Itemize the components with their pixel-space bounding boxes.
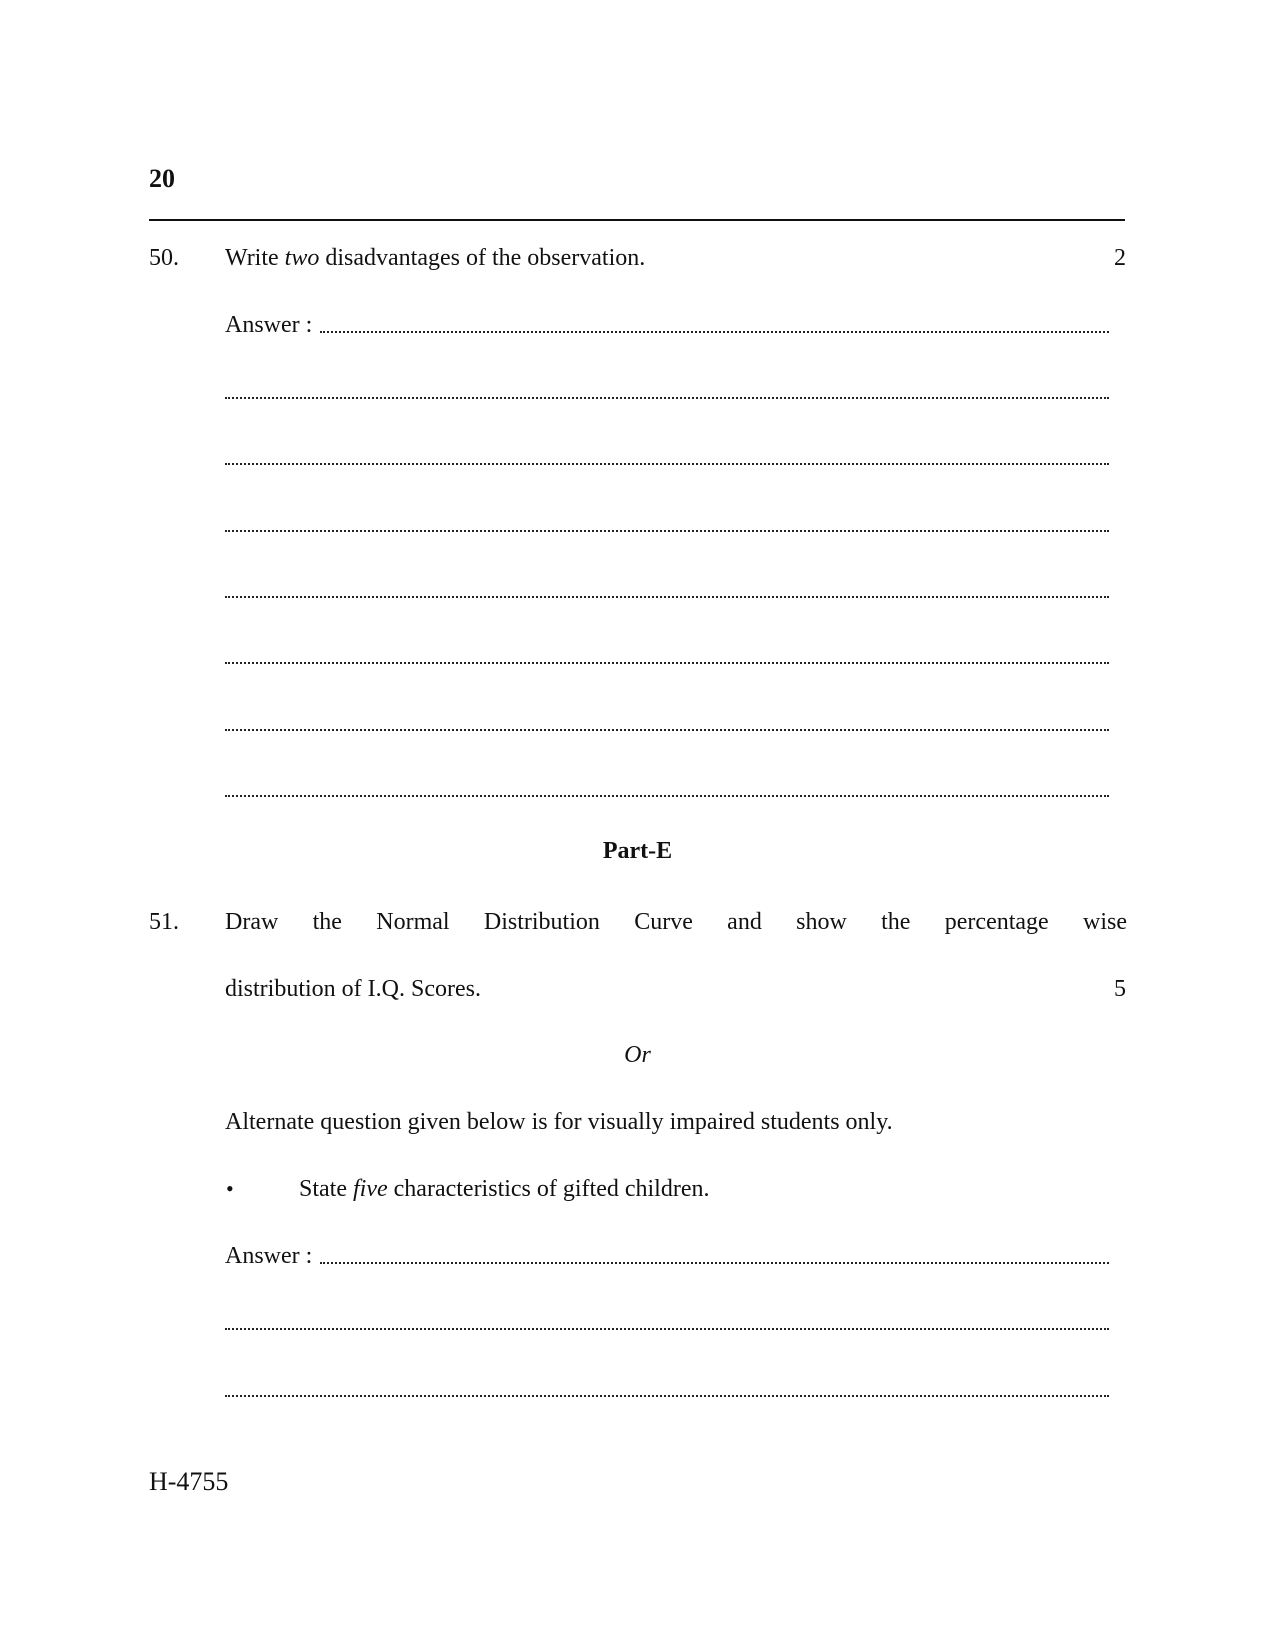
dotted-line	[225, 1328, 1109, 1330]
alternate-question-note: Alternate question given below is for visually impaired students only.	[225, 1109, 893, 1135]
dotted-line	[225, 596, 1109, 598]
dotted-line	[225, 1395, 1109, 1397]
question-51-line-1: Draw the Normal Distribution Curve and show the percentage wise	[225, 909, 1127, 935]
alternate-question-start: State	[299, 1176, 353, 1202]
answer-label-51: Answer :	[225, 1243, 313, 1269]
dotted-line	[225, 463, 1109, 465]
answer-line-51-2[interactable]	[225, 1308, 1109, 1336]
answer-line-50-8[interactable]	[225, 775, 1109, 803]
part-e-heading: Part-E	[602, 838, 673, 864]
answer-line-50-7[interactable]	[225, 709, 1109, 737]
question-51-marks: 5	[1114, 976, 1126, 1002]
answer-line-50-3[interactable]	[225, 443, 1109, 471]
question-50-text-emphasis: two	[284, 245, 320, 271]
alternate-question-text	[299, 1176, 710, 1203]
bullet-point: •	[226, 1176, 234, 1201]
alternate-question-emphasis: five	[353, 1176, 388, 1202]
dotted-line	[320, 1262, 1109, 1264]
header-rule	[149, 219, 1125, 221]
question-50-text	[225, 245, 645, 272]
answer-line-50-2[interactable]	[225, 377, 1109, 405]
page-number: 20	[149, 164, 175, 193]
alternate-question-end: characteristics of gifted children.	[387, 1176, 710, 1202]
question-51-line-2: distribution of I.Q. Scores.	[225, 976, 481, 1002]
answer-line-50-6[interactable]	[225, 642, 1109, 670]
dotted-line	[225, 397, 1109, 399]
dotted-line	[320, 331, 1109, 333]
dotted-line	[225, 530, 1109, 532]
answer-label-50: Answer :	[225, 312, 313, 338]
question-50-text-start: Write	[225, 245, 285, 271]
answer-line-50-1[interactable]	[225, 311, 1109, 339]
or-separator: Or	[624, 1042, 651, 1068]
question-50-number: 50.	[149, 245, 179, 271]
dotted-line	[225, 729, 1109, 731]
answer-line-50-4[interactable]	[225, 510, 1109, 538]
dotted-line	[225, 662, 1109, 664]
answer-line-50-5[interactable]	[225, 576, 1109, 604]
dotted-line	[225, 795, 1109, 797]
question-50-text-end: disadvantages of the observation.	[319, 245, 646, 271]
answer-line-51-3[interactable]	[225, 1375, 1109, 1403]
question-50-marks: 2	[1114, 245, 1126, 271]
question-51-number: 51.	[149, 909, 179, 935]
answer-line-51-1[interactable]	[225, 1242, 1109, 1270]
paper-code: H-4755	[149, 1467, 229, 1496]
